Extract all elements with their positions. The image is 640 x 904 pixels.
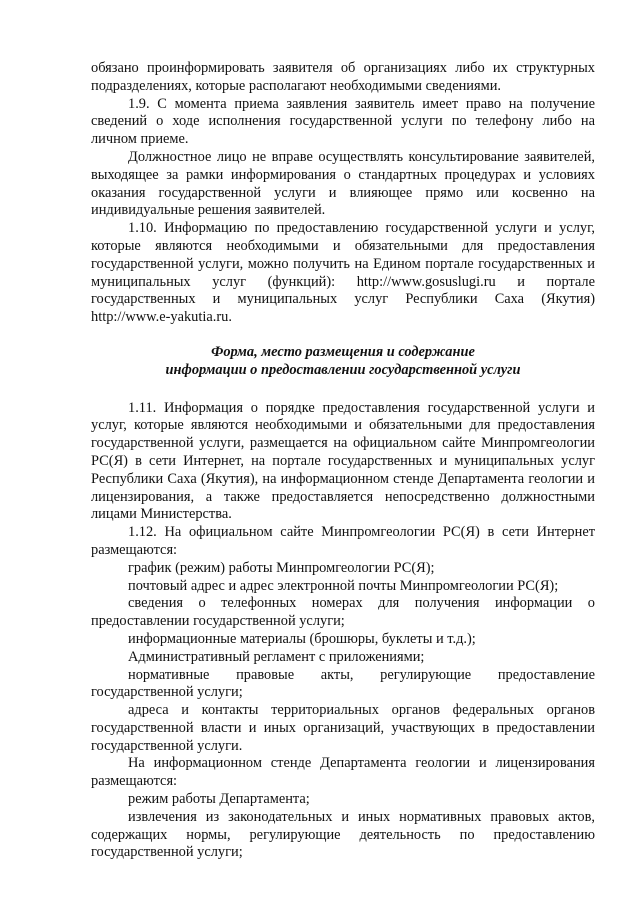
section-bottom <box>91 400 595 863</box>
paragraph: На информационном стенде Департамента геологии и лицензирования размещаются: <box>91 755 595 790</box>
paragraph: обязано проинформировать заявителя об организациях либо их структурных подразделениях, которые располагают необходимыми сведениями. <box>91 60 595 94</box>
list-item: извлечения из законодательных и иных нормативных правовых актов, содержащих нормы, регулирующие деятельность по предоставлению государственной услуги; <box>91 808 595 861</box>
list-item: график (режим) работы Минпромгеологии РС(Я); <box>128 559 435 576</box>
paragraph: 1.9. С момента приема заявления заявитель имеет право на получение сведений о ходе исполнения государственной услуги по телефону либо на личном приеме. <box>91 95 595 148</box>
paragraph: 1.12. На официальном сайте Минпромгеологии РС(Я) в сети Интернет размещаются: <box>91 524 595 558</box>
list-item: режим работы Департамента; <box>128 791 310 808</box>
list-item: почтовый адрес и адрес электронной почты Минпромгеологии РС(Я); <box>128 577 559 594</box>
paragraph: 1.11. Информация о порядке предоставления государственной услуги и услуг, которые являются необходимыми и обязательными для предоставления государственной услуги, размещается на официальном сайте Минпромгеологии РС(Я) в сети Интернет, на портале государственных и муниципальных услуг Республики Саха (Якутия), на информационном стенде Департамента геологии и лицензирования, а также предоставляется непосредственно должностными лицами Министерства. <box>91 399 595 523</box>
section-heading <box>91 344 595 380</box>
heading-line: Форма, место размещения и содержание <box>211 343 475 360</box>
paragraph: 1.10. Информацию по предоставлению государственной услуги и услуг, которые являются необходимыми и обязательными для предоставления государственной услуги, можно получить на Едином портале государственных и муниципальных услуг (функций): http://www.gosuslugi.ru и портале государственных и муниципальных услуг Республики Саха (Якутия) http://www.e-yakutia.ru. <box>91 220 595 326</box>
list-item: сведения о телефонных номерах для получения информации о предоставлении государственной услуги; <box>91 595 595 630</box>
list-item: Административный регламент с приложениями; <box>128 648 425 665</box>
list-item: нормативные правовые акты, регулирующие предоставление государственной услуги; <box>91 666 595 701</box>
heading-line: информации о предоставлении государственной услуги <box>165 361 521 378</box>
list-item: информационные материалы (брошюры, буклеты и т.д.); <box>128 630 476 647</box>
list-item: адреса и контакты территориальных органов федеральных органов государственной власти и иных организаций, участвующих в предоставлении государственной услуги. <box>91 702 595 754</box>
document-page <box>91 60 595 862</box>
paragraph: Должностное лицо не вправе осуществлять консультирование заявителей, выходящее за рамки информирования о стандартных процедурах и условиях оказания государственной услуги и влияющее прямо или косвенно на индивидуальные решения заявителей. <box>91 148 595 219</box>
section-top <box>91 60 595 327</box>
